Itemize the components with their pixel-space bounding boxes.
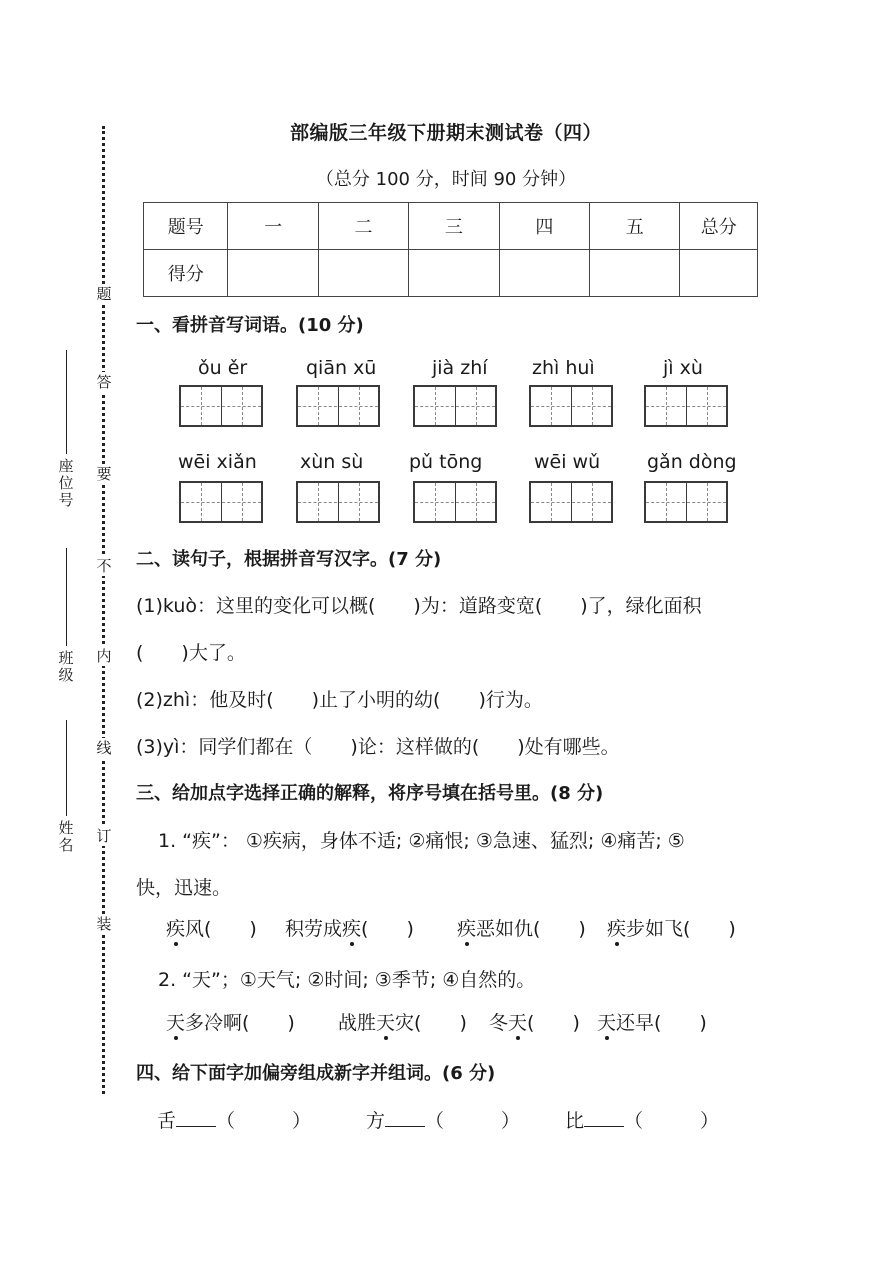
question-2-1-line-2: ( )大了。	[136, 642, 246, 664]
dotted-character: 天	[376, 1008, 395, 1035]
score-cell[interactable]	[499, 250, 589, 297]
pinyin-label: ǒu ěr	[198, 357, 248, 379]
answer-item: 战胜天灾( )	[338, 1008, 467, 1035]
margin-word: 不	[96, 557, 112, 575]
table-header-cell: 五	[590, 203, 680, 250]
base-character: 比	[565, 1110, 585, 1132]
answer-item: 疾风( )	[166, 914, 257, 941]
page-subtitle: （总分 100 分，时间 90 分钟）	[315, 169, 577, 190]
question-2-2: (2)zhì：他及时( )止了小明的幼( )行为。	[136, 689, 543, 711]
score-table	[143, 202, 758, 297]
answer-item: 天还早( )	[597, 1008, 707, 1035]
radical-item	[366, 1106, 520, 1133]
seat-number-label: 座位号	[58, 457, 74, 509]
radical-item	[565, 1106, 719, 1133]
question-2-3: (3)yì：同学们都在（ )论：这样做的( )处有哪些。	[136, 736, 620, 758]
base-character: 舌	[157, 1110, 177, 1132]
word-parentheses[interactable]: （ ）	[216, 1110, 312, 1132]
table-header-cell: 总分	[680, 203, 758, 250]
answer-item: 疾恶如仇( )	[457, 914, 586, 941]
answer-item: 疾步如飞( )	[607, 914, 736, 941]
writing-grid[interactable]	[413, 385, 497, 427]
blank-line[interactable]	[176, 1108, 216, 1127]
writing-grid[interactable]	[644, 385, 728, 427]
score-cell[interactable]	[409, 250, 499, 297]
margin-word: 装	[96, 915, 112, 933]
margin-word: 题	[96, 285, 112, 303]
question-2-1-line-1: (1)kuò：这里的变化可以概( )为：道路变宽( )了，绿化面积	[136, 595, 702, 617]
dotted-character: 疾	[607, 914, 626, 941]
dotted-character: 疾	[342, 914, 361, 941]
score-cell[interactable]	[590, 250, 680, 297]
writing-grid[interactable]	[179, 481, 263, 523]
margin-word: 线	[96, 739, 112, 757]
pinyin-label: wēi xiǎn	[178, 451, 257, 473]
dotted-character: 疾	[457, 914, 476, 941]
blank-line[interactable]	[584, 1108, 624, 1127]
section-1-heading: 一、看拼音写词语。(10 分)	[136, 315, 364, 336]
base-character: 方	[366, 1110, 386, 1132]
margin-word: 答	[96, 373, 112, 391]
question-3-1-line-1: 1. “疾”： ①疾病，身体不适; ②痛恨; ③急速、猛烈; ④痛苦; ⑤	[158, 830, 685, 852]
answer-item: 积劳成疾( )	[285, 914, 414, 941]
table-header-cell: 四	[499, 203, 589, 250]
class-label: 班级	[58, 649, 74, 684]
page-title: 部编版三年级下册期末测试卷（四）	[289, 122, 602, 144]
pinyin-label: qiān xū	[306, 357, 377, 379]
pinyin-label: pǔ tōng	[409, 451, 483, 473]
radical-item	[157, 1106, 311, 1133]
blank-line[interactable]	[385, 1108, 425, 1127]
table-header-cell: 二	[318, 203, 408, 250]
writing-grid[interactable]	[529, 385, 613, 427]
pinyin-label: zhì huì	[532, 357, 595, 379]
question-3-2: 2. “天”；①天气; ②时间; ③季节; ④自然的。	[158, 969, 536, 991]
dotted-character: 天	[597, 1008, 616, 1035]
pinyin-label: gǎn dòng	[647, 451, 737, 473]
section-3-heading: 三、给加点字选择正确的解释，将序号填在括号里。(8 分)	[136, 783, 604, 804]
writing-grid[interactable]	[413, 481, 497, 523]
margin-word: 订	[96, 827, 112, 845]
writing-grid[interactable]	[296, 385, 380, 427]
writing-grid[interactable]	[644, 481, 728, 523]
dotted-character: 天	[508, 1008, 527, 1035]
score-cell[interactable]	[680, 250, 758, 297]
name-label: 姓名	[58, 819, 74, 854]
answer-item: 天多冷啊( )	[166, 1008, 295, 1035]
dotted-character: 天	[166, 1008, 185, 1035]
word-parentheses[interactable]: （ ）	[624, 1110, 720, 1132]
writing-grid[interactable]	[296, 481, 380, 523]
pinyin-label: xùn sù	[300, 451, 364, 473]
table-row	[144, 203, 758, 250]
answer-item: 冬天( )	[489, 1008, 580, 1035]
writing-grid[interactable]	[529, 481, 613, 523]
word-parentheses[interactable]: （ ）	[425, 1110, 521, 1132]
margin-word: 要	[96, 465, 112, 483]
question-3-1-line-2: 快，迅速。	[136, 877, 232, 899]
score-cell[interactable]	[318, 250, 408, 297]
table-header-cell: 一	[228, 203, 318, 250]
section-4-heading: 四、给下面字加偏旁组成新字并组词。(6 分)	[136, 1063, 496, 1084]
score-cell[interactable]	[228, 250, 318, 297]
seat-number-field[interactable]	[52, 350, 80, 509]
table-row	[144, 250, 758, 297]
binding-dotted-line	[102, 126, 105, 1094]
class-field[interactable]	[52, 548, 80, 684]
table-header-cell: 三	[409, 203, 499, 250]
table-row-label: 得分	[144, 250, 228, 297]
writing-grid[interactable]	[179, 385, 263, 427]
margin-word: 内	[96, 647, 112, 665]
pinyin-label: jià zhí	[432, 357, 488, 379]
dotted-character: 疾	[166, 914, 185, 941]
pinyin-label: wēi wǔ	[534, 451, 601, 473]
table-header-cell: 题号	[144, 203, 228, 250]
section-2-heading: 二、读句子，根据拼音写汉字。(7 分)	[136, 549, 442, 570]
pinyin-label: jì xù	[663, 357, 703, 379]
name-field[interactable]	[52, 720, 80, 854]
